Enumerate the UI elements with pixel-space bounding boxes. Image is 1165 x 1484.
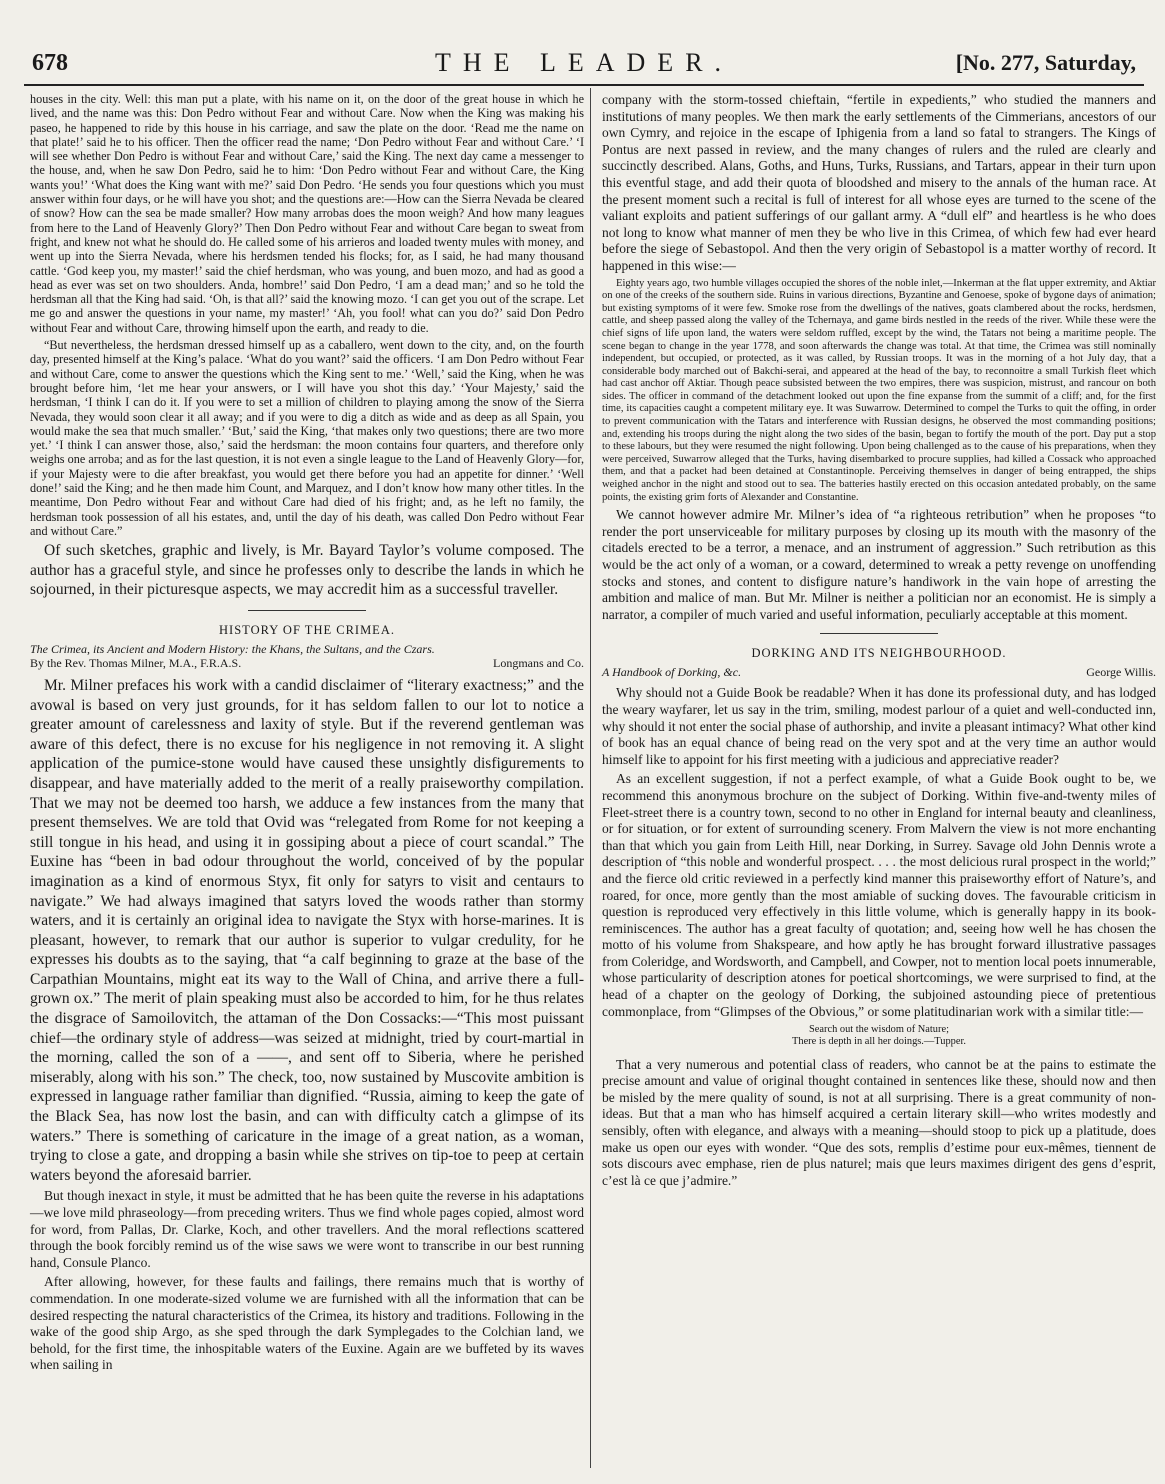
story-paragraph: “But nevertheless, the herdsman dressed himself up as a caballero, went down to the city, and, on the fourth day, presented himself at the King’s palace. ‘What do you want?’ said the officers. ‘I am Don Pedro without Fear and without Care, come to answer the questions which the King sent to me.’ ‘Well,’ said the King, when he was brought before him, ‘let me hear your answers, or I will have you shot this day.’ ‘Your Majesty,’ said the herdsman, ‘I think I can do it. If you were to set a million of children to playing among the snow of the Sierra Nevada, they would soon clear it all away; and if you were to dig a ditch as wide and as deep as all Spain, you would make the sea that much smaller.’ ‘But,’ said the King, ‘that makes only two questions; there are two more yet.’ ‘I think I can answer those, also,’ said the herdsman: the moon contains four quarters, and therefore only weighs one arroba; and as for the last question, it is not even a single league to the Land of Heavenly Glory—for, if your Majesty were to die after breakfast, you would get there before you had an appetite for dinner.’ ‘Well done!’ said the King; and he then made him Count, and Marquez, and I don’t know how many other titles. In the meantime, Don Pedro without Fear and without Care had died of his fright; and, as he left no family, the herdsman took possession of all his estates, and, until the day of his death, was called Don Pedro without Fear and without Care.” [30,338,584,538]
epigraph-line: There is depth in all her doings.—Tupper. [792,1036,966,1048]
left-column [30,92,584,1377]
right-column [602,92,1156,1192]
issue-label: [No. 277, Saturday, [955,50,1136,75]
header-rule [24,84,1144,86]
dorking-publisher: George Willis. [1086,665,1156,680]
masthead: THE LEADER. [434,48,734,77]
dorking-title: DORKING AND ITS NEIGHBOURHOOD. [751,646,1007,661]
review-paragraph: After allowing, however, for these faults and failings, there remains much that is worthy of commendation. In one moderate-sized volume we are furnished with all the information that can be desired respecting the natural characteristics of the Crimea, its history and traditions. Following in the wake of the good ship Argo, as she sped through the dark Symplegades to the Colchian land, we behold, for the first time, the inhospitable waters of the Euxine. Again are we buffeted by its waves when sailing in [30,1274,584,1373]
dorking-bibliography [602,665,1156,679]
review-paragraph: But though inexact in style, it must be admitted that he has been quite the reverse in his adaptations—we love mild phraseology—from preceding writers. Thus we find whole pages copied, almost word for word, from Pallas, Dr. Clarke, Koch, and other travellers. And the moral reflections scattered through the book forcibly remind us of the wise saws we were wont to transcribe in our best running hand, Consule Planco. [30,1188,584,1270]
epigraph-line: Search out the wisdom of Nature; [809,1024,949,1036]
crimea-author: By the Rev. Thomas Milner, M.A., F.R.A.S. [30,655,242,670]
crimea-title: HISTORY OF THE CRIMEA. [219,622,395,637]
review-paragraph: Mr. Milner prefaces his work with a candid disclaimer of “literary exactness;” and the avowal is based on very just grounds, for it has seldom fallen to our lot to notice a greater amount of carelessness and laxity of style. But if the reverend gentleman was aware of this defect, there is no excuse for his negligence in not removing it. A slight application of the pumice-stone would have caused these unsightly disfigurements to disappear, and have materially added to the merit of a really praiseworthy compilation. That we may not be deemed too harsh, we adduce a few instances from the many that present themselves. We are told that Ovid was “relegated from Rome for not keeping a still tongue in his head, and using it in gossiping about a piece of court scandal.” The Euxine has “been in bad odour throughout the world, conceived of by the popular imagination as a kind of enormous Styx, fit only for satyrs to visit and centaurs to navigate.” We had always imagined that satyrs loved the woods rather than stormy waters, and it is certainly an original idea to navigate the Styx with horse-marines. It is pleasant, however, to remark that our author is superior to vulgar credulity, for he expresses his doubts as to the saying, that “a calf beginning to graze at the base of the Carpathian Mountains, might eat its way to the Wall of China, and arrive there a full-grown ox.” The merit of plain speaking must also be accorded to him, for he thus relates the disgrace of Samoilovitch, the attaman of the Don Cossacks:—“This most puissant chief—the ordinary style of address—was seized at midnight, tried by court-martial in the morning, called the son of a ——, and sent off to Siberia, where he perished miserably, along with his son.” The check, too, now sustained by Muscovite ambition is expressed in language rather familiar than dignified. “Russia, aiming to keep the gate of the Black Sea, has now lost the basin, and can with difficulty catch a glimpse of its waters.” There is something of caricature in the image of a great nation, as a woman, trying to close a gate, and dropping a basin while she strives on tip-toe to peep at certain waters beyond the aforesaid barrier. [30,676,584,1184]
review-paragraph: That a very numerous and potential class of readers, who cannot be at the pains to estimate the precise amount and value of original thought contained in sentences like these, should now and then be misled by the mere quality of sound, is not at all surprising. There is a great community of non-ideas. But that a man who has himself acquired a certain literary skill—who writes modestly and sensibly, often with elegance, and always with a meaning—should stoop to pick up a platitude, does make us open our eyes with wonder. “Que des sots, remplis d’estime pour eux-mêmes, tiennent de sots discours avec emphase, rien de plus naturel; mais que leurs maximes dirigent des gens d’esprit, c’est là ce que j’admire.” [602,1056,1156,1188]
extract-paragraph: Eighty years ago, two humble villages occupied the shores of the noble inlet,—Inkerman at the flat upper extremity, and Aktiar on one of the creeks of the southern side. Ruins in various directions, Byzantine and Genoese, spoke of bygone days of animation; but existing symptoms of it were few. Smoke rose from the dwellings of the natives, goats clambered about the rocks, herdsmen, cattle, and sheep passed along the valley of the Tchernaya, and game birds nestled in the reeds of the river. While these were the chief signs of life upon land, the waters were seldom ruffled, except by the wind, the Tatars not being a maritime people. The scene began to change in the year 1778, and soon afterwards the change was total. At that time, the Crimea was still nominally independent, but occupied, or protected, as it was called, by Russian troops. It was in the morning of a hot July day, that a considerable body marched out of Bakchi-serai, and appeared at the head of the bay, to reconnoitre a small Turkish fleet which had cast anchor off Aktiar. Though peace subsisted between the two empires, there was suspicion, mistrust, and rancour on both sides. The officer in command of the detachment looked out upon the fine expanse from the summit of a cliff; and, for the first time, its capacities caught a competent military eye. It was Suwarrow. Determined to compel the Turks to quit the offing, in order to prevent communication with the Tatars and interference with Russian designs, he observed the most commanding positions; and, extending his troops during the night along the two sides of the basin, began to fortify the mouth of the port. Day put a stop to these labours, but they were resumed the night following. Upon being challenged as to the cause of his preparations, when they were perceived, Suwarrow alleged that the Turks, having disembarked to procure supplies, had killed a Cossack who approached them, and that a packet had been detained at Constantinople. Perceiving themselves in danger of being entrapped, the ships weighed anchor in the night and stood out to sea. The batteries hastily erected on this occasion antedated probably, on the same points, the existing grim forts of Alexander and Constantine. [602,277,1156,503]
section-divider [820,633,938,634]
epigraph [602,1024,1156,1048]
column-divider [590,88,591,1468]
review-paragraph: company with the storm-tossed chieftain, “fertile in expedients,” who studied the manners and institutions of many peoples. We then mark the early settlements of the Cimmerians, ancestors of our own Cymry, and rejoice in the escape of Iphigenia from a land so fatal to strangers. The Kings of Pontus are next passed in review, and the many changes of rulers and the ruled are clearly and succinctly described. Alans, Goths, and Huns, Turks, Russians, and Tartars, appear in their turn upon this eventful stage, and add their quota of bloodshed and misery to the annals of the human race. At the present moment such a recital is full of interest for all whose eyes are turned to the scene of the valiant exploits and patient sufferings of our gallant army. A “dull elf” and heartless is he who does not long to know what manner of men they be who live in this Crimea, of which few had ever heard before the siege of Sebastopol. And then the very origin of Sebastopol is a matter worthy of record. It happened in this wise:— [602,92,1156,273]
crimea-bibliography [30,642,584,670]
closing-paragraph: Of such sketches, graphic and lively, is Mr. Bayard Taylor’s volume composed. The author has a graceful style, and since he professes only to describe the lands in which he sojourned, in their picturesque aspects, we may accredit him as a successful traveller. [30,542,584,599]
crimea-publisher: Longmans and Co. [493,655,584,670]
story-paragraph: houses in the city. Well: this man put a plate, with his name on it, on the door of the great house in which he lived, and the name was this: Don Pedro without Fear and without Care. Now when the King was making his paseo, he happened to ride by this house in his carriage, and saw the plate on the door. ‘Read me the name on that plate!’ said he to his officer. Then the officer read the name; ‘Don Pedro without Fear and without Care.’ ‘I will see whether Don Pedro is without Fear and without Care,’ said the King. The next day came a messenger to the house, and, when he saw Don Pedro, said he to him: ‘Don Pedro without Fear and without Care, the King wants you!’ ‘What does the King want with me?’ said Don Pedro. ‘He sends you four questions which you must answer within four days, or he will have you shot; and the questions are:—How can the Sierra Nevada be cleared of snow? How can the sea be made smaller? How many arrobas does the moon weigh? And how many leagues from here to the Land of Heavenly Glory?’ Then Don Pedro without Fear and without Care began to sweat from fright, and knew not what he should do. He called some of his arrieros and loaded twenty mules with money, and went up into the Sierra Nevada, where his herdsmen tended his flocks; for, as I said, he had many thousand cattle. ‘God keep you, my master!’ said the chief herdsman, who was young, and buen mozo, and had as good a head as ever was set on two shoulders. Anda, hombre!’ said Don Pedro, ‘I am a dead man;’ and so he told the herdsman all that the King had said. ‘Oh, is that all?’ said the knowing mozo. ‘I can get you out of the scrape. Let me go and answer the questions in your name, my master!’ ‘Ah, you fool! what can you do?’ said Don Pedro without Fear and without Care, throwing himself upon the earth, and ready to die. [30,92,584,335]
review-paragraph: As an excellent suggestion, if not a perfect example, of what a Guide Book ought to be, we recommend this anonymous brochure on the subject of Dorking. Within five-and-twenty miles of Fleet-street there is a country town, second to no other in England for internal beauty and cleanliness, or for situation, or for extent of surrounding scenery. From Malvern the view is not more enchanting than that which you gain from Leith Hill, near Dorking, in Surrey. Savage old John Dennis wrote a description of “this noble and wonderful prospect. . . . the most delicious rural prospect in the world;” and the fierce old critic reviewed in a perfectly kind manner this praiseworthy effort of Nature’s, and roared, for once, more gently than the most amiable of sucking doves. The favourable criticism in question is reproduced very effectively in this little volume, which is generally happy in its book-reminiscences. The author has a great faculty of quotation; and, seeing how well he has chosen the motto of his volume from Shakspeare, and how aptly he has brought forward illustrative passages from Coleridge, and Wordsworth, and Campbell, and Cowper, not to mention local poets innumerable, whose particularity of description atones for poetical shortcomings, we were surprised to find, at the head of a chapter on the geology of Dorking, the subjoined astounding piece of pretentious commonplace, from “Glimpses of the Obvious,” or some platitudinarian work with a similar title:— [602,771,1156,1019]
review-paragraph: Why should not a Guide Book be readable? When it has done its professional duty, and has lodged the weary wayfarer, let us say in the trim, smiling, modest parlour of a quiet and well-conducted inn, why should it not enter the social phase of authorship, and invite a pleasant intimacy? What other kind of book has an equal chance of being read on the very spot and at the very time an author would himself like to appoint for his first meeting with a judicious and appreciative reader? [602,685,1156,767]
dorking-book-title: A Handbook of Dorking, &c. [602,665,742,680]
section-divider [248,610,366,611]
review-paragraph: We cannot however admire Mr. Milner’s idea of “a righteous retribution” when he proposes “to render the port unserviceable for military purposes by closing up its mouth with the masonry of the citadels erected to be a terror, a menace, and an instrument of aggression.” Such retribution as this would be the act only of a woman, or a coward, determined to wreak a petty revenge on unoffending stocks and stones, and content to disfigure nature’s handiwork in the vain hope of arresting the ambition and malice of man. But Mr. Milner is neither a politician nor an economist. He is simply a narrator, a compiler of much varied and useful information, peculiarly acceptable at this moment. [602,507,1156,622]
page-number: 678 [32,50,68,76]
crimea-book-title: The Crimea, its Ancient and Modern History: the Khans, the Sultans, and the Czars. [30,641,435,656]
page-header [24,50,1144,78]
